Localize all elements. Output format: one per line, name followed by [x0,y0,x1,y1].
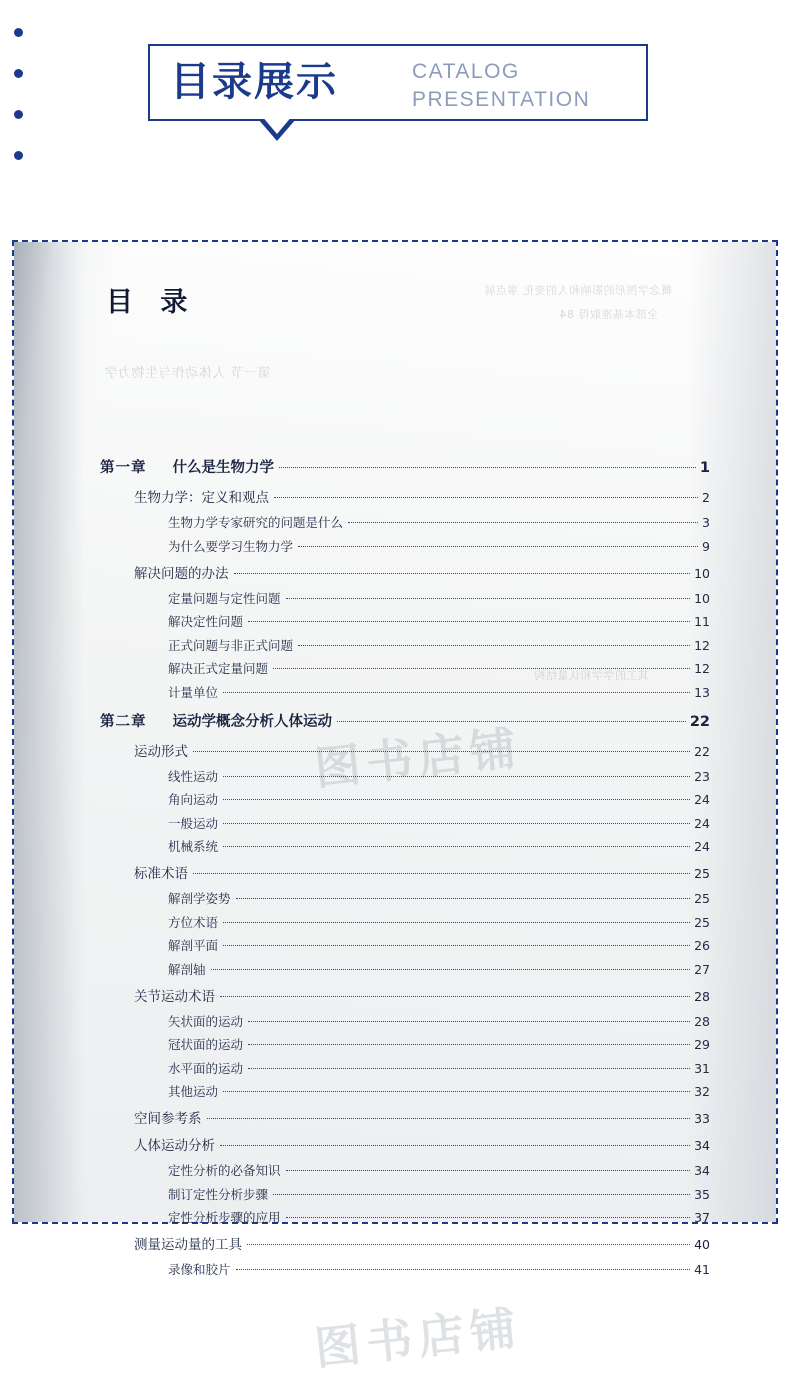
toc-label: 制订定性分析步骤 [168,1186,269,1202]
catalog-banner [0,0,790,232]
toc-leader [220,1145,690,1146]
toc-leader [234,573,691,574]
toc-label: 线性运动 [168,768,219,784]
toc-section-row [134,486,710,506]
toc-page: 10 [694,590,710,606]
book-page-image [14,242,776,1376]
toc-label: 生物力学专家研究的问题是什么 [168,515,344,530]
toc-label: 解决问题的办法 [134,565,229,582]
banner-pointer [258,121,296,143]
toc-section-row [134,862,710,882]
banner-title-cn: 目录展示 [170,59,338,105]
toc-label: 角向运动 [168,792,219,807]
toc-page: 26 [694,938,710,953]
toc-section-row [134,740,710,760]
toc-subsection-row [168,1035,710,1053]
toc-page: 9 [702,538,710,554]
toc-leader [236,898,691,899]
toc-label: 解剖学姿势 [168,891,231,906]
toc-leader [248,1068,690,1069]
toc-page: 28 [694,988,710,1004]
toc-leader [298,645,690,646]
toc-label: 定性分析步骤的应用 [168,1210,281,1225]
toc-subsection-row [168,1161,710,1179]
toc-page: 33 [694,1111,710,1126]
toc-label [100,456,274,477]
book-photo-frame [12,240,778,1376]
toc-section-row [134,562,710,582]
toc-subsection-row [168,1185,710,1203]
decorative-dot [14,69,23,78]
toc-page: 25 [694,866,710,881]
toc-subsection-row [168,1059,710,1077]
toc-leader [286,598,691,599]
toc-label: 解剖平面 [168,938,219,953]
toc-subsection-row [168,814,710,832]
toc-page: 12 [694,661,710,676]
toc-subsection-row [168,537,710,555]
toc-leader [223,823,690,824]
toc-page: 40 [694,1237,710,1252]
toc-chapter-row [100,456,710,477]
toc-leader [223,945,690,946]
toc-subsection-row [168,1260,710,1278]
toc-page: 1 [699,460,710,476]
toc-label: 解决定性问题 [168,614,244,629]
toc-page: 3 [702,515,710,530]
toc-label: 一般运动 [168,815,219,831]
toc-subsection-row [168,889,710,907]
toc-label: 冠状面的运动 [168,1037,244,1052]
toc-subsection-row [168,612,710,630]
toc-page: 24 [694,839,710,854]
toc-label: 方位术语 [168,914,219,930]
toc-leader [211,969,691,970]
toc-leader [223,692,690,693]
toc-subsection-row [168,1208,710,1226]
toc-label: 定性分析的必备知识 [168,1163,281,1178]
toc-leader [193,751,690,752]
toc-subsection-row [168,767,710,785]
toc-subsection-row [168,1012,710,1030]
toc-page: 11 [694,614,710,629]
toc-label: 解决正式定量问题 [168,661,269,676]
toc-subsection-row [168,636,710,654]
page-title: 目 录 [106,287,197,318]
toc-label: 计量单位 [168,684,219,700]
toc-label: 关节运动术语 [134,988,215,1005]
toc-leader [220,996,690,997]
toc-leader [223,799,690,800]
toc-page: 31 [694,1060,710,1076]
toc-page: 35 [694,1186,710,1202]
toc-leader [273,1194,690,1195]
ghost-text: 其工的学学和认量结构 [534,669,649,682]
toc-page: 23 [694,768,710,784]
toc-leader [274,497,698,498]
toc-page: 22 [689,713,710,730]
toc-page: 22 [694,743,710,759]
toc-label: 为什么要学习生物力学 [168,538,294,554]
toc-leader [298,546,698,547]
toc-page: 32 [694,1084,710,1099]
toc-label: 空间参考系 [134,1111,202,1127]
banner-title-en-line1: CATALOG [412,60,520,83]
toc-label: 生物力学：定义和观点 [134,490,269,506]
toc-subsection-row [168,837,710,855]
toc-leader [286,1217,691,1218]
ghost-text: 全部本基准取得 84 [559,308,659,321]
toc-subsection-row [168,659,710,677]
decorative-dot [14,151,23,160]
toc-label: 正式问题与非正式问题 [168,637,294,653]
banner-title-en-line2: PRESENTATION [412,88,591,111]
toc-leader [248,1044,690,1045]
watermark: 图书店铺 [312,720,525,796]
ghost-text: 第一节 人体动作与生物力学 [104,366,271,381]
toc-subsection-row [168,513,710,531]
toc-leader [223,776,690,777]
decorative-dot [14,110,23,119]
toc-section-row [134,1134,710,1154]
toc-chapter-title: 运动学概念分析人体运动 [172,713,332,730]
toc-leader [248,1021,690,1022]
toc-leader [286,1170,691,1171]
toc-page: 28 [694,1013,710,1029]
toc-page: 29 [694,1037,710,1052]
toc-leader [223,1091,690,1092]
toc-page: 24 [694,815,710,831]
toc-leader [279,467,696,468]
toc-subsection-row [168,1082,710,1100]
toc-page: 24 [694,792,710,807]
toc-leader [207,1118,691,1119]
toc-page: 34 [694,1163,710,1178]
toc-subsection-row [168,960,710,978]
toc-label: 矢状面的运动 [168,1013,244,1029]
toc-label: 定量问题与定性问题 [168,590,281,606]
toc-leader [236,1269,691,1270]
toc-section-row [134,985,710,1005]
toc-chapter-number: 第一章 [100,460,147,476]
ghost-text: 概念学图形的影响和人的变化 事点展 [484,284,672,297]
toc-leader [248,621,690,622]
toc-chapter-title: 什么是生物力学 [172,460,274,476]
toc-page: 34 [694,1138,710,1153]
toc-label: 水平面的运动 [168,1060,244,1076]
toc-chapter-number: 第二章 [100,713,147,730]
decorative-dot-column [14,28,34,203]
table-of-contents [100,447,710,1284]
toc-leader [247,1244,690,1245]
toc-page: 41 [694,1262,710,1277]
toc-label [100,710,332,731]
toc-leader [348,522,698,523]
toc-leader [223,846,690,847]
toc-leader [223,922,690,923]
toc-label: 解剖轴 [168,961,206,977]
toc-subsection-row [168,936,710,954]
toc-label: 测量运动量的工具 [134,1237,242,1253]
toc-subsection-row [168,790,710,808]
toc-subsection-row [168,913,710,931]
toc-page: 10 [694,565,710,581]
toc-page: 2 [702,490,710,505]
toc-label: 其他运动 [168,1084,219,1099]
toc-leader [273,668,690,669]
toc-leader [193,873,690,874]
banner-title-en [412,58,590,114]
toc-page: 27 [694,961,710,977]
toc-page: 13 [694,684,710,700]
toc-label: 录像和胶片 [168,1262,231,1277]
toc-subsection-row [168,589,710,607]
toc-label: 机械系统 [168,839,219,854]
decorative-dot [14,28,23,37]
toc-page: 12 [694,637,710,653]
toc-page: 37 [694,1210,710,1225]
watermark: 图书店铺 [312,1300,525,1376]
toc-page: 25 [694,914,710,930]
toc-page: 25 [694,891,710,906]
toc-subsection-row [168,683,710,701]
toc-leader [337,721,686,722]
toc-label: 人体运动分析 [134,1138,215,1154]
toc-section-row [134,1107,710,1127]
toc-section-row [134,1233,710,1253]
toc-label: 运动形式 [134,743,188,760]
toc-chapter-row [100,710,710,731]
toc-label: 标准术语 [134,866,188,882]
